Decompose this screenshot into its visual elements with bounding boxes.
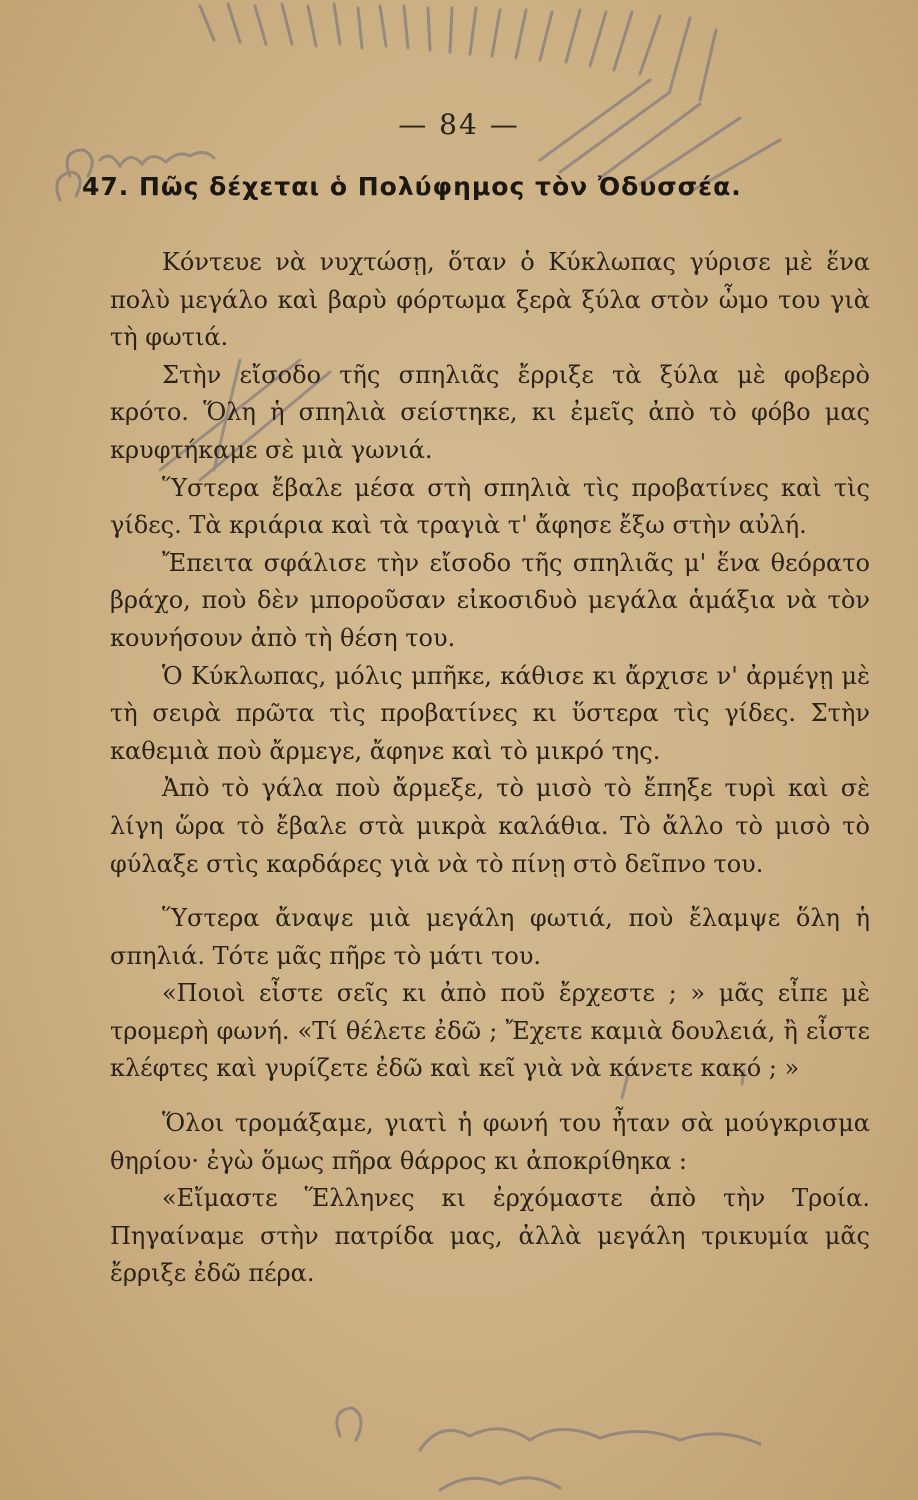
pencil-hatch-stroke (282, 4, 292, 44)
pencil-hatch-stroke (334, 4, 340, 44)
pencil-hatch-stroke (590, 12, 606, 66)
paragraph: Στὴν εἴσοδο τῆς σπηλιᾶς ἔρριξε τὰ ξύλα μὲ φοβερὸ κρότο. Ὅλη ἡ σπηλιὰ σείστηκε, κι ἐμεῖς ἀπὸ τὸ φόβο μας κρυφτήκαμε σὲ μιὰ γωνιά. (110, 360, 870, 464)
paragraph: «Ποιοὶ εἶστε σεῖς κι ἀπὸ ποῦ ἔρχεστε ; » μᾶς εἶπε μὲ τρομερὴ φωνή. «Τί θέλετε ἐδῶ ; Ἔχετε καμιὰ δουλειά, ἢ εἶστε κλέφτες καὶ γυρίζετε ἐδῶ καὶ κεῖ γιὰ νὰ κάνετε κακό ; » (110, 979, 870, 1083)
pencil-hatch-stroke (428, 8, 430, 50)
paragraph: Ὕστερα ἄναψε μιὰ μεγάλη φωτιά, ποὺ ἔλαμψε ὅλη ἡ σπηλιά. Τότε μᾶς πῆρε τὸ μάτι του. (110, 904, 870, 970)
pencil-hatch-stroke (380, 6, 386, 46)
pencil-hatch-stroke (308, 6, 316, 46)
paragraph: Κόντευε νὰ νυχτώσῃ, ὅταν ὁ Κύκλωπας γύρισε μὲ ἕνα πολὺ μεγάλο καὶ βαρὺ φόρτωμα ξερὰ ξύλα στὸν ὦμο του γιὰ τὴ φωτιά. (110, 248, 870, 352)
chapter-body (110, 244, 870, 1293)
pencil-hatch-stroke (492, 10, 500, 56)
paragraph: Ἀπὸ τὸ γάλα ποὺ ἄρμεξε, τὸ μισὸ τὸ ἔπηξε τυρὶ καὶ σὲ λίγη ὥρα τὸ ἔβαλε στὰ μικρὰ καλάθια. Τὸ ἄλλο τὸ μισὸ τὸ φύλαξε στὶς καρδάρες γιὰ νὰ τὸ πίνῃ στὸ δεῖπνο του. (110, 774, 870, 878)
paragraph: Ἔπειτα σφάλισε τὴν εἴσοδο τῆς σπηλιᾶς μ' ἕνα θεόρατο βράχο, ποὺ δὲν μποροῦσαν εἰκοσιδυὸ μεγάλα ἁμάξια νὰ τὸν κουνήσουν ἀπὸ τὴ θέση του. (110, 548, 870, 652)
pencil-hatch-stroke (566, 10, 580, 62)
pencil-hatch-stroke (228, 4, 240, 42)
paragraph: Ὁ Κύκλωπας, μόλις μπῆκε, κάθισε κι ἄρχισε ν' ἀρμέγῃ μὲ τὴ σειρὰ πρῶτα τὶς προβατίνες κι ὕστερα τὶς γίδες. Στὴν καθεμιὰ ποὺ ἄρμεγε, ἄφηνε καὶ τὸ μικρό της. (110, 661, 870, 765)
pencil-hatch-stroke (700, 30, 716, 100)
pencil-scribble (57, 172, 80, 200)
pencil-scribble (337, 1408, 760, 1450)
pencil-hatch-stroke (255, 6, 266, 44)
pencil-hatch-stroke (470, 8, 476, 54)
pencil-hatch-stroke (614, 12, 632, 70)
pencil-scribble (440, 1478, 560, 1490)
paragraph: «Εἴμαστε Ἕλληνες κι ἐρχόμαστε ἀπὸ τὴν Τροία. Πηγαίναμε στὴν πατρίδα μας, ἀλλὰ μεγάλη τρικυμία μᾶς ἔρριξε ἐδῶ πέρα. (110, 1184, 870, 1288)
pencil-hatch-stroke (516, 10, 526, 58)
paragraph: Ὕστερα ἔβαλε μέσα στὴ σπηλιὰ τὶς προβατίνες καὶ τὶς γίδες. Τὰ κριάρια καὶ τὰ τραγιὰ τ' ἄφησε ἔξω στὴν αὐλή. (110, 473, 870, 540)
page-number: — 84 — (398, 108, 520, 141)
pencil-hatch-stroke (358, 8, 362, 48)
pencil-hatch-stroke (404, 6, 408, 48)
pencil-hatch-stroke (670, 18, 690, 90)
pencil-hatch-stroke (450, 8, 452, 52)
pencil-hatch-stroke (200, 6, 214, 40)
pencil-hatch-stroke (540, 12, 552, 60)
paragraph: Ὅλοι τρομάξαμε, γιατὶ ἡ φωνή του ἦταν σὰ μούγκρισμα θηρίου· ἐγὼ ὅμως πῆρα θάρρος κι ἀποκρίθηκα : (110, 1109, 870, 1175)
pencil-hatch-stroke (640, 16, 660, 74)
chapter-heading: 47. Πῶς δέχεται ὁ Πολύφημος τὸν Ὀδυσσέα. (82, 172, 742, 201)
